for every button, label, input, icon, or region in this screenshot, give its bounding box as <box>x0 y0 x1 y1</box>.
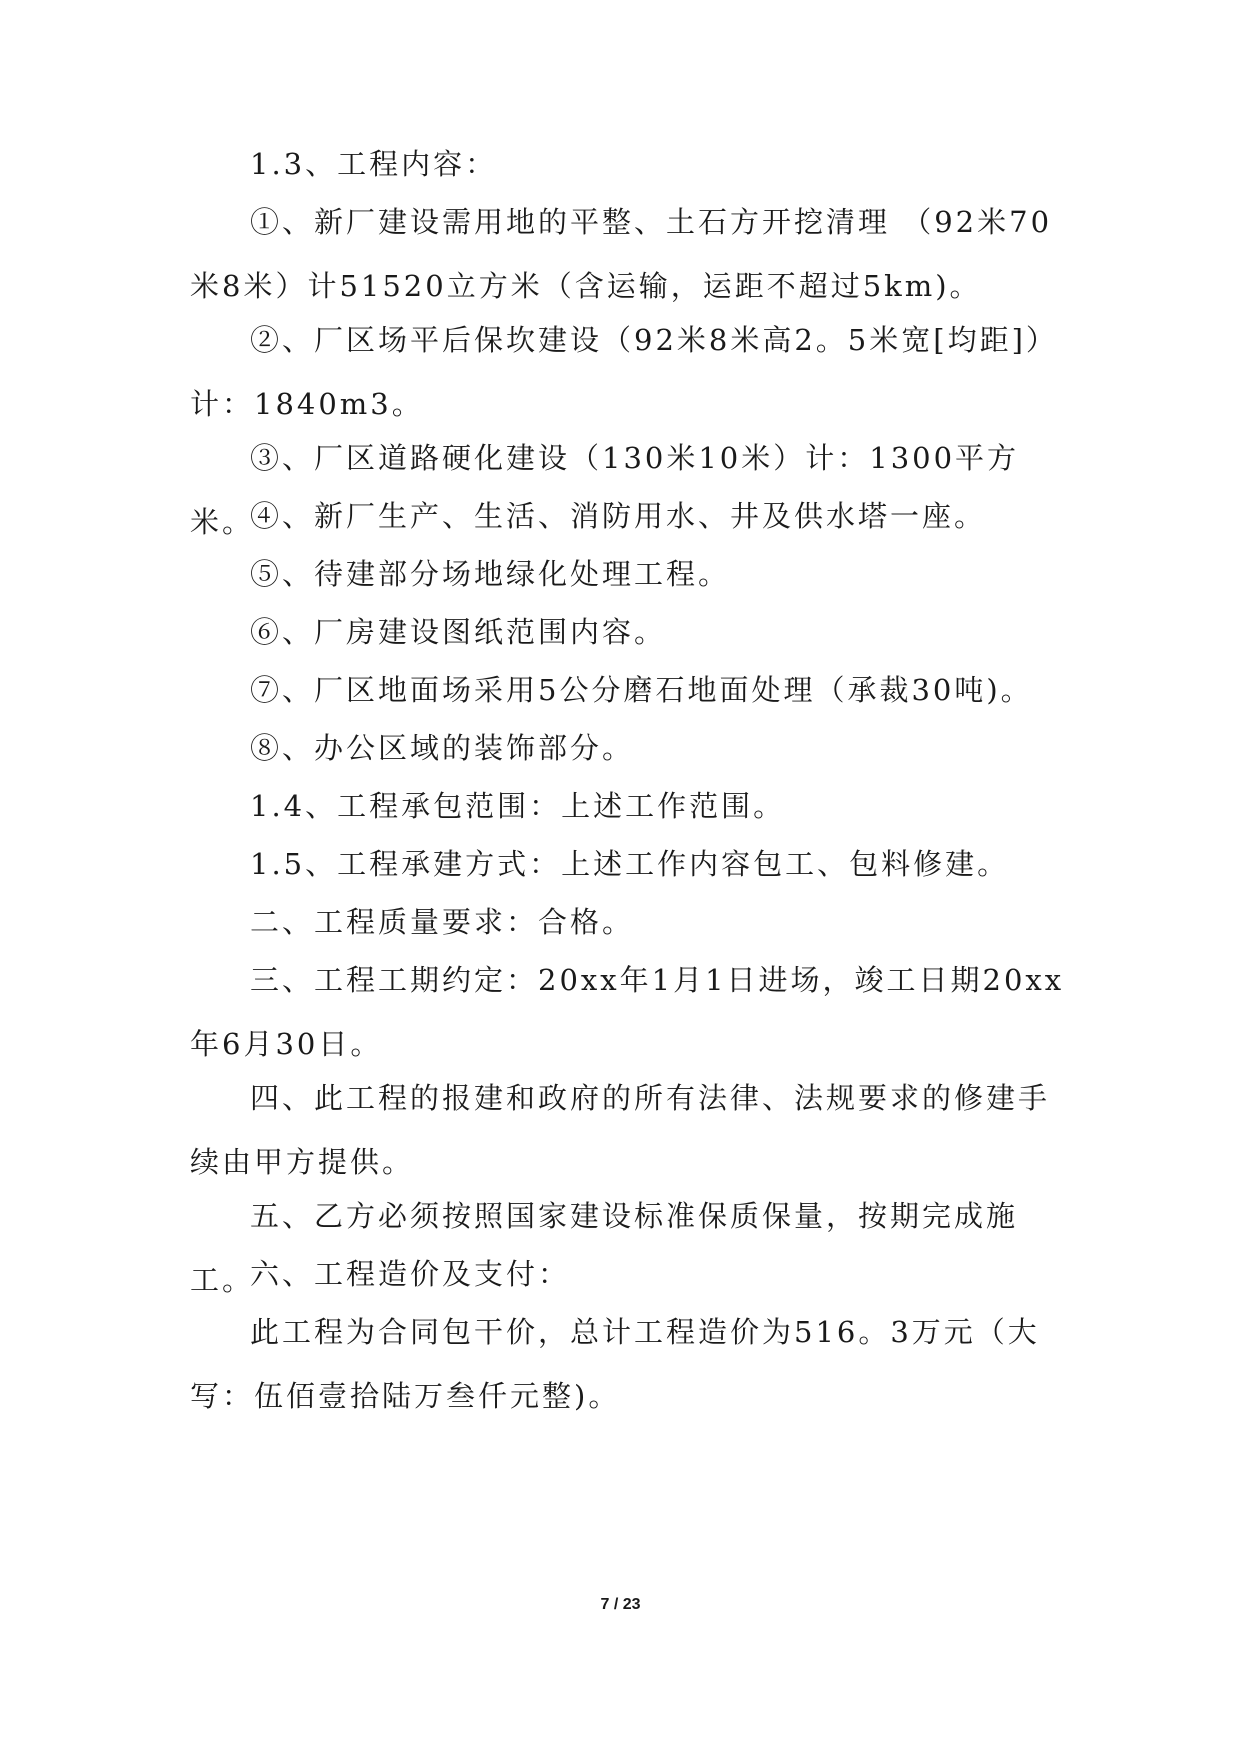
item-5-greening: ⑤、待建部分场地绿化处理工程。 <box>250 557 731 591</box>
item-7-floor-treatment: ⑦、厂区地面场采用5公分磨石地面处理（承裁30吨)。 <box>250 673 1033 707</box>
section-2-quality: 二、工程质量要求：合格。 <box>250 905 635 939</box>
item-1-land-leveling: ①、新厂建设需用地的平整、土石方开挖清理 （92米70米8米）计51520立方米（含运输，运距不超过5km)。 <box>190 205 1053 303</box>
section-1-4-scope: 1.4、工程承包范围：上述工作范围。 <box>250 789 786 823</box>
section-6-cost-heading: 六、工程造价及支付： <box>250 1257 571 1291</box>
item-3-road-hardening: ③、厂区道路硬化建设（130米10米）计：1300平方米。 <box>190 441 1020 539</box>
page-number: 7 / 23 <box>600 1596 641 1613</box>
item-4-water-supply: ④、新厂生产、生活、消防用水、井及供水塔一座。 <box>250 499 987 533</box>
section-4-permits: 四、此工程的报建和政府的所有法律、法规要求的修建手续由甲方提供。 <box>190 1081 1051 1179</box>
item-6-plant-drawings: ⑥、厂房建设图纸范围内容。 <box>250 615 667 649</box>
item-2-retaining-wall: ②、厂区场平后保坎建设（92米8米高2。5米宽[均距]）计：1840m3。 <box>190 323 1058 421</box>
cost-paragraph: 此工程为合同包干价，总计工程造价为516。3万元（大写：伍佰壹拾陆万叁仟元整)。 <box>190 1315 1040 1413</box>
section-1-5-method: 1.5、工程承建方式：上述工作内容包工、包料修建。 <box>250 847 1010 881</box>
section-1-3-heading: 1.3、工程内容： <box>250 147 498 181</box>
section-3-schedule: 三、工程工期约定：20xx年1月1日进场，竣工日期20xx年6月30日。 <box>190 963 1065 1061</box>
section-5-standards: 五、乙方必须按照国家建设标准保质保量，按期完成施工。 <box>190 1199 1019 1297</box>
item-8-office-decoration: ⑧、办公区域的装饰部分。 <box>250 731 635 765</box>
